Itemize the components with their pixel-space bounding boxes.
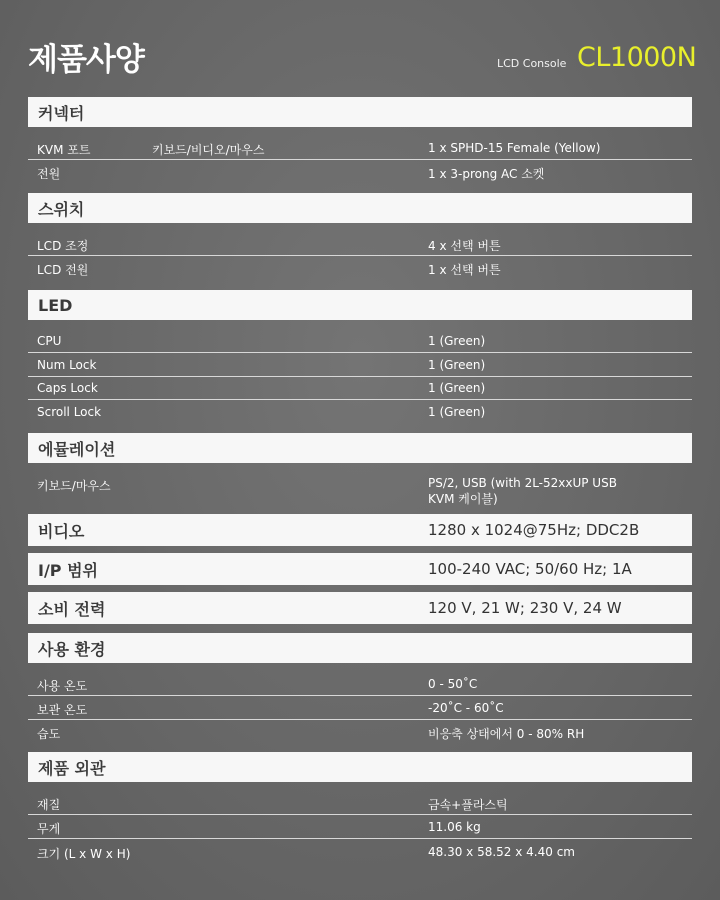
ip-range-spec-value: 100-240 VAC; 50/60 Hz; 1A: [428, 560, 632, 578]
section-heading-text: 소비 전력: [38, 599, 106, 619]
section-exterior-heading: [28, 752, 692, 782]
section-heading-text: 사용 환경: [38, 639, 106, 659]
spec-row-keyboard-mouse: [28, 473, 692, 511]
spec-row-led-numlock: [28, 354, 692, 377]
section-connector-heading: [28, 97, 692, 127]
spec-value-line: KVM 케이블): [428, 492, 498, 506]
spec-value: 1 x SPHD-15 Female (Yellow): [428, 141, 601, 155]
spec-label: CPU: [37, 334, 62, 348]
spec-row-lcd-adjust: [28, 233, 692, 256]
spec-row-weight: [28, 816, 692, 839]
spec-row-material: [28, 792, 692, 815]
section-led-heading: [28, 290, 692, 320]
spec-value: 1 x 선택 버튼: [428, 263, 501, 277]
spec-label: 사용 온도: [37, 679, 88, 693]
spec-row-humidity: [28, 721, 692, 744]
spec-sublabel: 키보드/비디오/마우스: [152, 143, 265, 157]
section-heading-text: I/P 범위: [38, 560, 99, 580]
spec-row-storage-temp: [28, 697, 692, 720]
spec-row-led-capslock: [28, 377, 692, 400]
section-power-heading: [28, 592, 692, 624]
spec-row-led-cpu: [28, 330, 692, 353]
product-subtitle: LCD Console: [497, 57, 567, 70]
spec-value: 0 - 50˚C: [428, 677, 478, 691]
spec-value: 1 (Green): [428, 381, 486, 395]
spec-label: Caps Lock: [37, 381, 98, 395]
spec-value: 4 x 선택 버튼: [428, 239, 501, 253]
spec-label: Num Lock: [37, 358, 97, 372]
spec-value-line: PS/2, USB (with 2L-52xxUP USB: [428, 476, 617, 490]
spec-label: Scroll Lock: [37, 405, 102, 419]
spec-label: KVM 포트: [37, 143, 91, 157]
section-heading-text: 커넥터: [38, 103, 85, 123]
section-emulation-heading: [28, 433, 692, 463]
spec-row-led-scrolllock: [28, 401, 692, 424]
spec-label: 전원: [37, 167, 61, 181]
spec-row-kvm-port: [28, 137, 692, 160]
section-environment-heading: [28, 633, 692, 663]
spec-row-power-socket: [28, 161, 692, 184]
section-heading-text: 비디오: [38, 521, 85, 541]
spec-value: [428, 475, 617, 507]
spec-label: LCD 조정: [37, 239, 89, 253]
spec-label: LCD 전원: [37, 263, 89, 277]
section-video-heading: [28, 514, 692, 546]
video-spec-value: 1280 x 1024@75Hz; DDC2B: [428, 521, 640, 539]
power-spec-value: 120 V, 21 W; 230 V, 24 W: [428, 599, 622, 617]
section-heading-text: 제품 외관: [38, 758, 106, 778]
section-heading-text: LED: [38, 295, 73, 315]
spec-label: 무게: [37, 822, 61, 836]
spec-label: 보관 온도: [37, 703, 88, 717]
spec-label: 키보드/마우스: [37, 479, 111, 493]
spec-value: 1 (Green): [428, 334, 486, 348]
spec-value: 48.30 x 58.52 x 4.40 cm: [428, 845, 575, 859]
spec-row-operating-temp: [28, 673, 692, 696]
page-title: 제품사양: [28, 42, 144, 78]
spec-value: 1 (Green): [428, 405, 486, 419]
spec-value: -20˚C - 60˚C: [428, 701, 504, 715]
spec-value: 1 (Green): [428, 358, 486, 372]
section-heading-text: 에뮬레이션: [38, 439, 116, 459]
spec-row-dimensions: [28, 841, 692, 864]
product-model: CL1000N: [577, 42, 697, 73]
section-heading-text: 스위치: [38, 199, 85, 219]
spec-label: 습도: [37, 727, 61, 741]
section-ip-range-heading: [28, 553, 692, 585]
spec-value: 비응축 상태에서 0 - 80% RH: [428, 727, 585, 741]
spec-value: 11.06 kg: [428, 820, 481, 834]
spec-row-lcd-power: [28, 257, 692, 280]
spec-label: 크기 (L x W x H): [37, 847, 131, 861]
spec-value: 금속+플라스틱: [428, 798, 508, 812]
section-switch-heading: [28, 193, 692, 223]
spec-value: 1 x 3-prong AC 소켓: [428, 167, 545, 181]
spec-label: 재질: [37, 798, 61, 812]
